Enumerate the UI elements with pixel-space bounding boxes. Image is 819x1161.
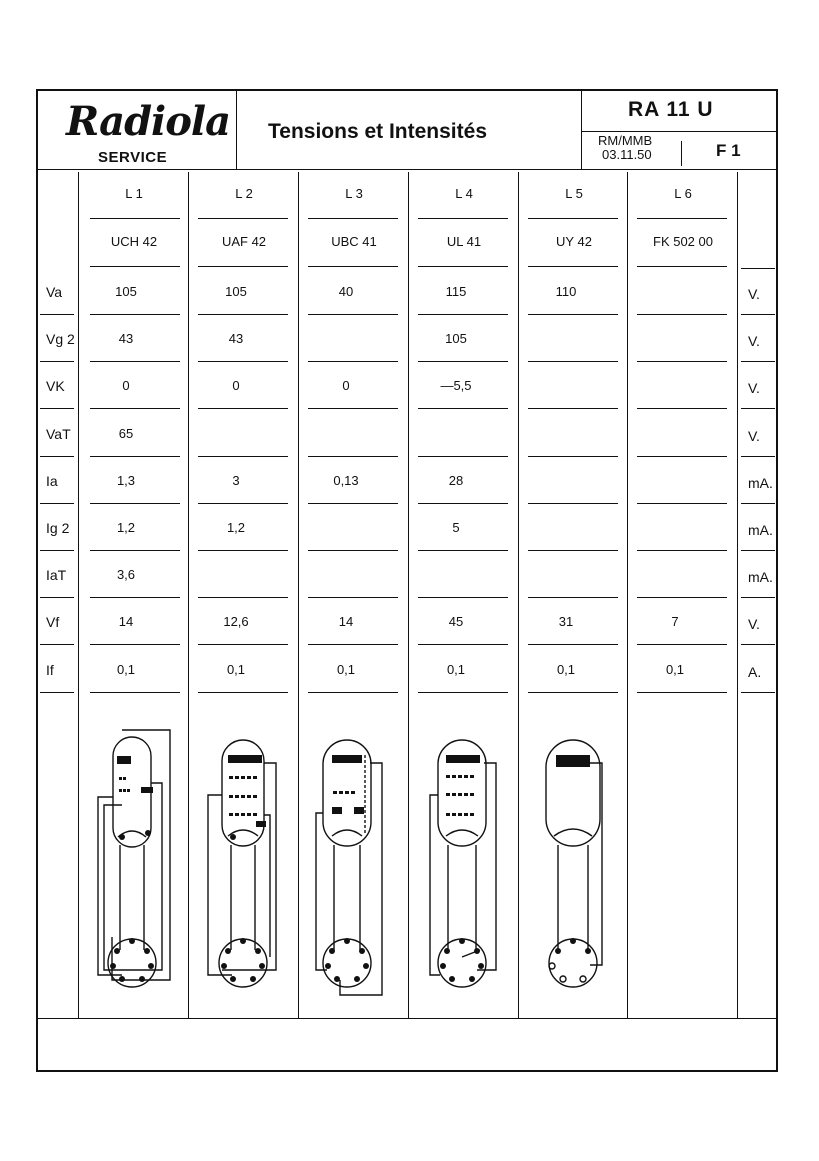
measurement-value: 31: [558, 614, 574, 629]
cell-underline: [528, 550, 618, 551]
cell-underline: [90, 266, 180, 267]
row-unit: V.: [748, 286, 760, 302]
cell-underline: [528, 503, 618, 504]
tube-type: UAF 42: [221, 234, 267, 249]
unit-underline: [741, 644, 775, 645]
cell-underline: [308, 314, 398, 315]
unit-underline: [741, 408, 775, 409]
cell-underline: [90, 692, 180, 693]
cell-underline: [308, 550, 398, 551]
model-underline: [581, 131, 778, 132]
cell-underline: [418, 218, 508, 219]
cell-underline: [528, 218, 618, 219]
cell-underline: [198, 408, 288, 409]
cell-underline: [637, 692, 727, 693]
measurement-value: 1,3: [116, 473, 136, 488]
cell-underline: [418, 503, 508, 504]
cell-underline: [637, 503, 727, 504]
tube-position: L 1: [125, 186, 143, 201]
label-underline: [40, 644, 74, 645]
tube-diagram-uch42: [92, 725, 192, 1015]
cell-underline: [198, 218, 288, 219]
label-underline: [40, 692, 74, 693]
cell-underline: [90, 597, 180, 598]
measurement-value: 14: [338, 614, 354, 629]
sheet-number: F 1: [716, 141, 741, 160]
reference-block: [598, 134, 652, 162]
measurement-value: —5,5: [440, 378, 472, 393]
reference-date: 03.11.50: [602, 147, 652, 162]
ref-separator: [681, 141, 682, 166]
header-separator-left: [236, 91, 237, 169]
cell-underline: [90, 408, 180, 409]
cell-underline: [308, 456, 398, 457]
measurement-value: 7: [671, 614, 679, 629]
cell-underline: [418, 456, 508, 457]
row-label: IaT: [46, 567, 67, 583]
measurement-value: 0: [232, 378, 240, 393]
row-label: VK: [46, 378, 65, 394]
row-label: Va: [46, 284, 63, 300]
cell-underline: [198, 361, 288, 362]
tube-position: L 2: [235, 186, 253, 201]
model-number: RA 11 U: [628, 98, 714, 121]
unit-underline: [741, 314, 775, 315]
cell-underline: [637, 550, 727, 551]
cell-underline: [308, 644, 398, 645]
tube-position: L 3: [345, 186, 363, 201]
unit-underline: [741, 597, 775, 598]
cell-underline: [198, 550, 288, 551]
cell-underline: [637, 218, 727, 219]
row-unit: V.: [748, 616, 760, 632]
row-label: Vf: [46, 614, 60, 630]
cell-underline: [90, 550, 180, 551]
measurement-value: 28: [448, 473, 464, 488]
unit-underline: [741, 692, 775, 693]
tube-type: UL 41: [446, 234, 482, 249]
cell-underline: [308, 218, 398, 219]
cell-underline: [198, 597, 288, 598]
tube-type: UY 42: [556, 234, 592, 249]
header-divider: [36, 169, 778, 170]
cell-underline: [418, 692, 508, 693]
label-underline: [40, 314, 74, 315]
cell-underline: [90, 218, 180, 219]
cell-underline: [637, 266, 727, 267]
row-label: Ig 2: [46, 520, 70, 536]
cell-underline: [308, 408, 398, 409]
header-separator-right: [581, 91, 582, 169]
cell-underline: [418, 361, 508, 362]
cell-underline: [528, 314, 618, 315]
footer-divider: [36, 1018, 778, 1019]
tube-type: UBC 41: [331, 234, 377, 249]
measurement-value: 0,1: [446, 662, 466, 677]
page-title: Tensions et Intensités: [268, 120, 487, 143]
unit-underline: [741, 503, 775, 504]
cell-underline: [198, 456, 288, 457]
cell-underline: [418, 597, 508, 598]
tube-diagram-uy42: [532, 725, 632, 1015]
cell-underline: [528, 597, 618, 598]
cell-underline: [308, 692, 398, 693]
radiola-logo: Radiola: [66, 98, 231, 145]
cell-underline: [418, 644, 508, 645]
row-unit: mA.: [748, 569, 773, 585]
cell-underline: [90, 361, 180, 362]
measurement-value: 0: [342, 378, 350, 393]
label-underline: [40, 550, 74, 551]
measurement-value: 0,1: [665, 662, 685, 677]
label-underline: [40, 503, 74, 504]
cell-underline: [198, 266, 288, 267]
row-unit: V.: [748, 428, 760, 444]
label-underline: [40, 597, 74, 598]
cell-underline: [308, 597, 398, 598]
measurement-value: 0,1: [226, 662, 246, 677]
measurement-value: 0: [122, 378, 130, 393]
measurement-value: 65: [118, 426, 134, 441]
cell-underline: [198, 692, 288, 693]
row-unit: V.: [748, 380, 760, 396]
measurement-value: 1,2: [116, 520, 136, 535]
cell-underline: [528, 456, 618, 457]
cell-underline: [637, 644, 727, 645]
cell-underline: [528, 692, 618, 693]
cell-underline: [90, 314, 180, 315]
measurement-value: 45: [448, 614, 464, 629]
cell-underline: [90, 503, 180, 504]
cell-underline: [308, 361, 398, 362]
cell-underline: [418, 550, 508, 551]
cell-underline: [637, 456, 727, 457]
measurement-value: 5: [452, 520, 460, 535]
cell-underline: [528, 408, 618, 409]
cell-underline: [90, 644, 180, 645]
cell-underline: [418, 314, 508, 315]
measurement-value: 40: [338, 284, 354, 299]
row-label: If: [46, 662, 54, 678]
tube-type: UCH 42: [110, 234, 158, 249]
tube-position: L 6: [674, 186, 692, 201]
label-underline: [40, 408, 74, 409]
cell-underline: [637, 314, 727, 315]
row-unit: mA.: [748, 522, 773, 538]
reference-code: RM/MMB: [598, 133, 653, 148]
cell-underline: [528, 266, 618, 267]
column-divider: [737, 172, 738, 1018]
cell-underline: [308, 503, 398, 504]
measurement-value: 14: [118, 614, 134, 629]
measurement-value: 0,1: [116, 662, 136, 677]
measurement-value: 0,1: [336, 662, 356, 677]
measurement-value: 110: [555, 284, 577, 299]
row-label: Vg 2: [46, 331, 75, 347]
cell-underline: [308, 266, 398, 267]
row-label: Ia: [46, 473, 58, 489]
cell-underline: [198, 644, 288, 645]
cell-underline: [637, 361, 727, 362]
measurement-value: 3: [232, 473, 240, 488]
tube-diagram-uaf42: [202, 725, 302, 1015]
measurement-value: 12,6: [223, 614, 249, 629]
cell-underline: [198, 314, 288, 315]
row-unit: A.: [748, 664, 762, 680]
tube-type: FK 502 00: [653, 234, 713, 249]
row-unit: V.: [748, 333, 760, 349]
measurement-value: 43: [118, 331, 134, 346]
unit-underline: [741, 456, 775, 457]
cell-underline: [418, 408, 508, 409]
label-underline: [40, 456, 74, 457]
measurement-value: 0,13: [333, 473, 359, 488]
measurement-value: 105: [115, 284, 137, 299]
cell-underline: [637, 408, 727, 409]
row-unit: mA.: [748, 475, 773, 491]
tube-diagram-ul41: [422, 725, 522, 1015]
measurement-value: 0,1: [556, 662, 576, 677]
tube-diagram-ubc41: [312, 725, 412, 1015]
cell-underline: [528, 644, 618, 645]
cell-underline: [90, 456, 180, 457]
cell-underline: [418, 266, 508, 267]
cell-underline: [198, 503, 288, 504]
unit-underline: [741, 268, 775, 269]
tube-position: L 4: [455, 186, 473, 201]
cell-underline: [637, 597, 727, 598]
measurement-value: 43: [228, 331, 244, 346]
measurement-value: 3,6: [116, 567, 136, 582]
measurement-value: 115: [445, 284, 467, 299]
service-label: SERVICE: [98, 149, 168, 166]
measurement-value: 1,2: [226, 520, 246, 535]
tube-position: L 5: [565, 186, 583, 201]
row-label: VaT: [46, 426, 71, 442]
measurement-value: 105: [445, 331, 467, 346]
unit-underline: [741, 361, 775, 362]
measurement-value: 105: [225, 284, 247, 299]
label-underline: [40, 361, 74, 362]
unit-underline: [741, 550, 775, 551]
cell-underline: [528, 361, 618, 362]
